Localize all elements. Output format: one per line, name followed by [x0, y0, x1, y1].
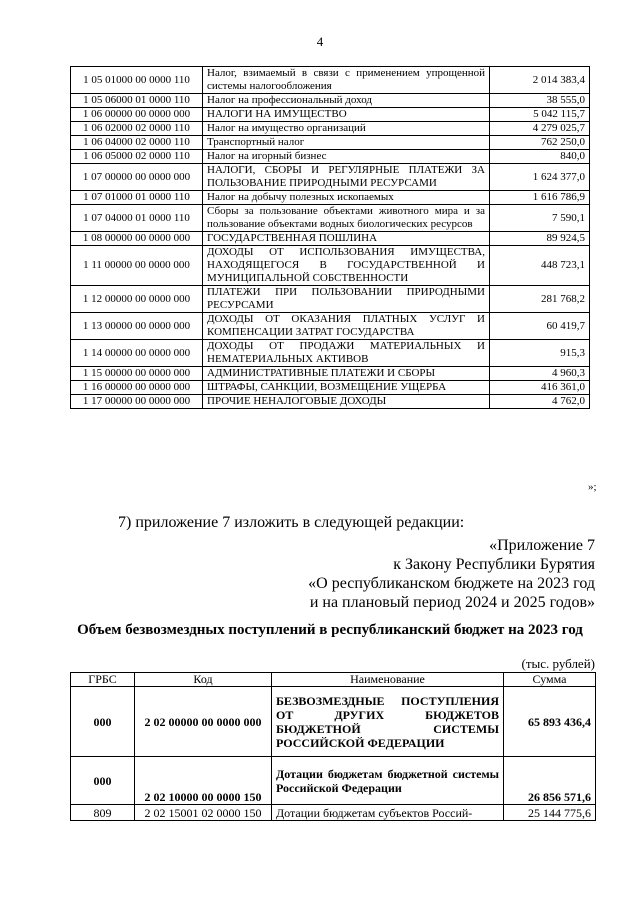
- name-cell: Транспортный налог: [203, 136, 490, 150]
- code-cell: 1 06 04000 02 0000 110: [71, 136, 203, 150]
- table-closing-quote: »;: [588, 481, 597, 493]
- name-cell: Налог на профессиональный доход: [203, 94, 490, 108]
- amount-cell: 4 762,0: [490, 395, 590, 409]
- amount-cell: 1 624 377,0: [490, 164, 590, 191]
- annex-line: «О республиканском бюджете на 2023 год: [308, 575, 595, 592]
- code-cell: 1 17 00000 00 0000 000: [71, 395, 203, 409]
- column-header-grbs: ГРБС: [71, 673, 135, 687]
- section-title: Объем безвозмездных поступлений в республиканский бюджет на 2023 год: [77, 622, 583, 638]
- table-row: [71, 395, 590, 409]
- name-cell: ПЛАТЕЖИ ПРИ ПОЛЬЗОВАНИИ ПРИРОДНЫМИ РЕСУРСАМИ: [203, 286, 490, 313]
- name-cell: ПРОЧИЕ НЕНАЛОГОВЫЕ ДОХОДЫ: [203, 395, 490, 409]
- revenue-table: [70, 66, 590, 409]
- table-row: [71, 381, 590, 395]
- code-cell: 1 07 04000 01 0000 110: [71, 205, 203, 232]
- amount-cell: 281 768,2: [490, 286, 590, 313]
- amount-cell: 915,3: [490, 340, 590, 367]
- code-cell: 1 06 02000 02 0000 110: [71, 122, 203, 136]
- name-cell: Дотации бюджетам бюджетной системы Российской Федерации: [272, 757, 504, 805]
- table-row: [71, 136, 590, 150]
- table-header-row: [71, 673, 596, 687]
- amount-cell: 38 555,0: [490, 94, 590, 108]
- annex-line: и на плановый период 2024 и 2025 годов»: [309, 594, 595, 611]
- annex-line: «Приложение 7: [489, 537, 595, 554]
- column-header-code: Код: [135, 673, 272, 687]
- amount-cell: 4 960,3: [490, 367, 590, 381]
- table-row: [71, 150, 590, 164]
- annex-line: к Закону Республики Бурятия: [393, 556, 595, 573]
- table-row: [71, 94, 590, 108]
- amount-cell: 762 250,0: [490, 136, 590, 150]
- column-header-name: Наименование: [272, 673, 504, 687]
- amount-cell: 60 419,7: [490, 313, 590, 340]
- table-row: [71, 191, 590, 205]
- code-cell: 2 02 15001 02 0000 150: [135, 805, 272, 821]
- table-row: [71, 164, 590, 191]
- table-row: [71, 286, 590, 313]
- page-number: 4: [316, 34, 324, 49]
- amount-cell: 4 279 025,7: [490, 122, 590, 136]
- code-cell: 1 07 01000 01 0000 110: [71, 191, 203, 205]
- name-cell: ГОСУДАРСТВЕННАЯ ПОШЛИНА: [203, 232, 490, 246]
- table-row: [71, 205, 590, 232]
- code-cell: 1 15 00000 00 0000 000: [71, 367, 203, 381]
- table-row: [71, 122, 590, 136]
- name-cell: Налог на добычу полезных ископаемых: [203, 191, 490, 205]
- table-row: [71, 232, 590, 246]
- code-cell: 1 12 00000 00 0000 000: [71, 286, 203, 313]
- amount-cell: 2 014 383,4: [490, 67, 590, 94]
- name-cell: Налог на имущество организаций: [203, 122, 490, 136]
- grbs-cell: 000: [71, 757, 135, 805]
- name-cell: АДМИНИСТРАТИВНЫЕ ПЛАТЕЖИ И СБОРЫ: [203, 367, 490, 381]
- code-cell: 2 02 00000 00 0000 000: [135, 687, 272, 757]
- units-label: (тыс. рублей): [521, 656, 595, 671]
- table-row: [71, 67, 590, 94]
- name-cell: ШТРАФЫ, САНКЦИИ, ВОЗМЕЩЕНИЕ УЩЕРБА: [203, 381, 490, 395]
- name-cell: Сборы за пользование объектами животного мира и за пользование объектами водных биологических ресурсов: [203, 205, 490, 232]
- code-cell: 2 02 10000 00 0000 150: [135, 757, 272, 805]
- grbs-cell: 809: [71, 805, 135, 821]
- name-cell: НАЛОГИ, СБОРЫ И РЕГУЛЯРНЫЕ ПЛАТЕЖИ ЗА ПОЛЬЗОВАНИЕ ПРИРОДНЫМИ РЕСУРСАМИ: [203, 164, 490, 191]
- transfers-table: [70, 672, 596, 821]
- sum-cell: 26 856 571,6: [504, 757, 596, 805]
- amount-cell: 416 361,0: [490, 381, 590, 395]
- table-row: [71, 246, 590, 286]
- code-cell: 1 07 00000 00 0000 000: [71, 164, 203, 191]
- name-cell: Налог на игорный бизнес: [203, 150, 490, 164]
- name-cell: Налог, взимаемый в связи с применением упрощенной системы налогообложения: [203, 67, 490, 94]
- code-cell: 1 13 00000 00 0000 000: [71, 313, 203, 340]
- sum-cell: 65 893 436,4: [504, 687, 596, 757]
- code-cell: 1 05 06000 01 0000 110: [71, 94, 203, 108]
- name-cell: Дотации бюджетам субъектов Россий-: [272, 805, 504, 821]
- column-header-sum: Сумма: [504, 673, 596, 687]
- code-cell: 1 16 00000 00 0000 000: [71, 381, 203, 395]
- amount-cell: 89 924,5: [490, 232, 590, 246]
- amount-cell: 448 723,1: [490, 246, 590, 286]
- table-row: [71, 367, 590, 381]
- table-row: [71, 313, 590, 340]
- table-row: [71, 757, 596, 805]
- amount-cell: 840,0: [490, 150, 590, 164]
- name-cell: БЕЗВОЗМЕЗДНЫЕ ПОСТУПЛЕНИЯ ОТ ДРУГИХ БЮДЖЕТОВ БЮДЖЕТНОЙ СИСТЕМЫ РОССИЙСКОЙ ФЕДЕРАЦИИ: [272, 687, 504, 757]
- name-cell: ДОХОДЫ ОТ ПРОДАЖИ МАТЕРИАЛЬНЫХ И НЕМАТЕРИАЛЬНЫХ АКТИВОВ: [203, 340, 490, 367]
- sum-cell: 25 144 775,6: [504, 805, 596, 821]
- table-row: [71, 340, 590, 367]
- code-cell: 1 06 05000 02 0000 110: [71, 150, 203, 164]
- amendment-paragraph: 7) приложение 7 изложить в следующей редакции:: [118, 514, 465, 531]
- name-cell: ДОХОДЫ ОТ ИСПОЛЬЗОВАНИЯ ИМУЩЕСТВА, НАХОДЯЩЕГОСЯ В ГОСУДАРСТВЕННОЙ И МУНИЦИПАЛЬНОЙ СОБСТВЕННОСТИ: [203, 246, 490, 286]
- code-cell: 1 05 01000 00 0000 110: [71, 67, 203, 94]
- amount-cell: 5 042 115,7: [490, 108, 590, 122]
- code-cell: 1 06 00000 00 0000 000: [71, 108, 203, 122]
- code-cell: 1 08 00000 00 0000 000: [71, 232, 203, 246]
- amount-cell: 7 590,1: [490, 205, 590, 232]
- name-cell: ДОХОДЫ ОТ ОКАЗАНИЯ ПЛАТНЫХ УСЛУГ И КОМПЕНСАЦИИ ЗАТРАТ ГОСУДАРСТВА: [203, 313, 490, 340]
- name-cell: НАЛОГИ НА ИМУЩЕСТВО: [203, 108, 490, 122]
- amount-cell: 1 616 786,9: [490, 191, 590, 205]
- table-row: [71, 805, 596, 821]
- table-row: [71, 108, 590, 122]
- code-cell: 1 14 00000 00 0000 000: [71, 340, 203, 367]
- table-row: [71, 687, 596, 757]
- grbs-cell: 000: [71, 687, 135, 757]
- code-cell: 1 11 00000 00 0000 000: [71, 246, 203, 286]
- annex-header: [308, 536, 595, 612]
